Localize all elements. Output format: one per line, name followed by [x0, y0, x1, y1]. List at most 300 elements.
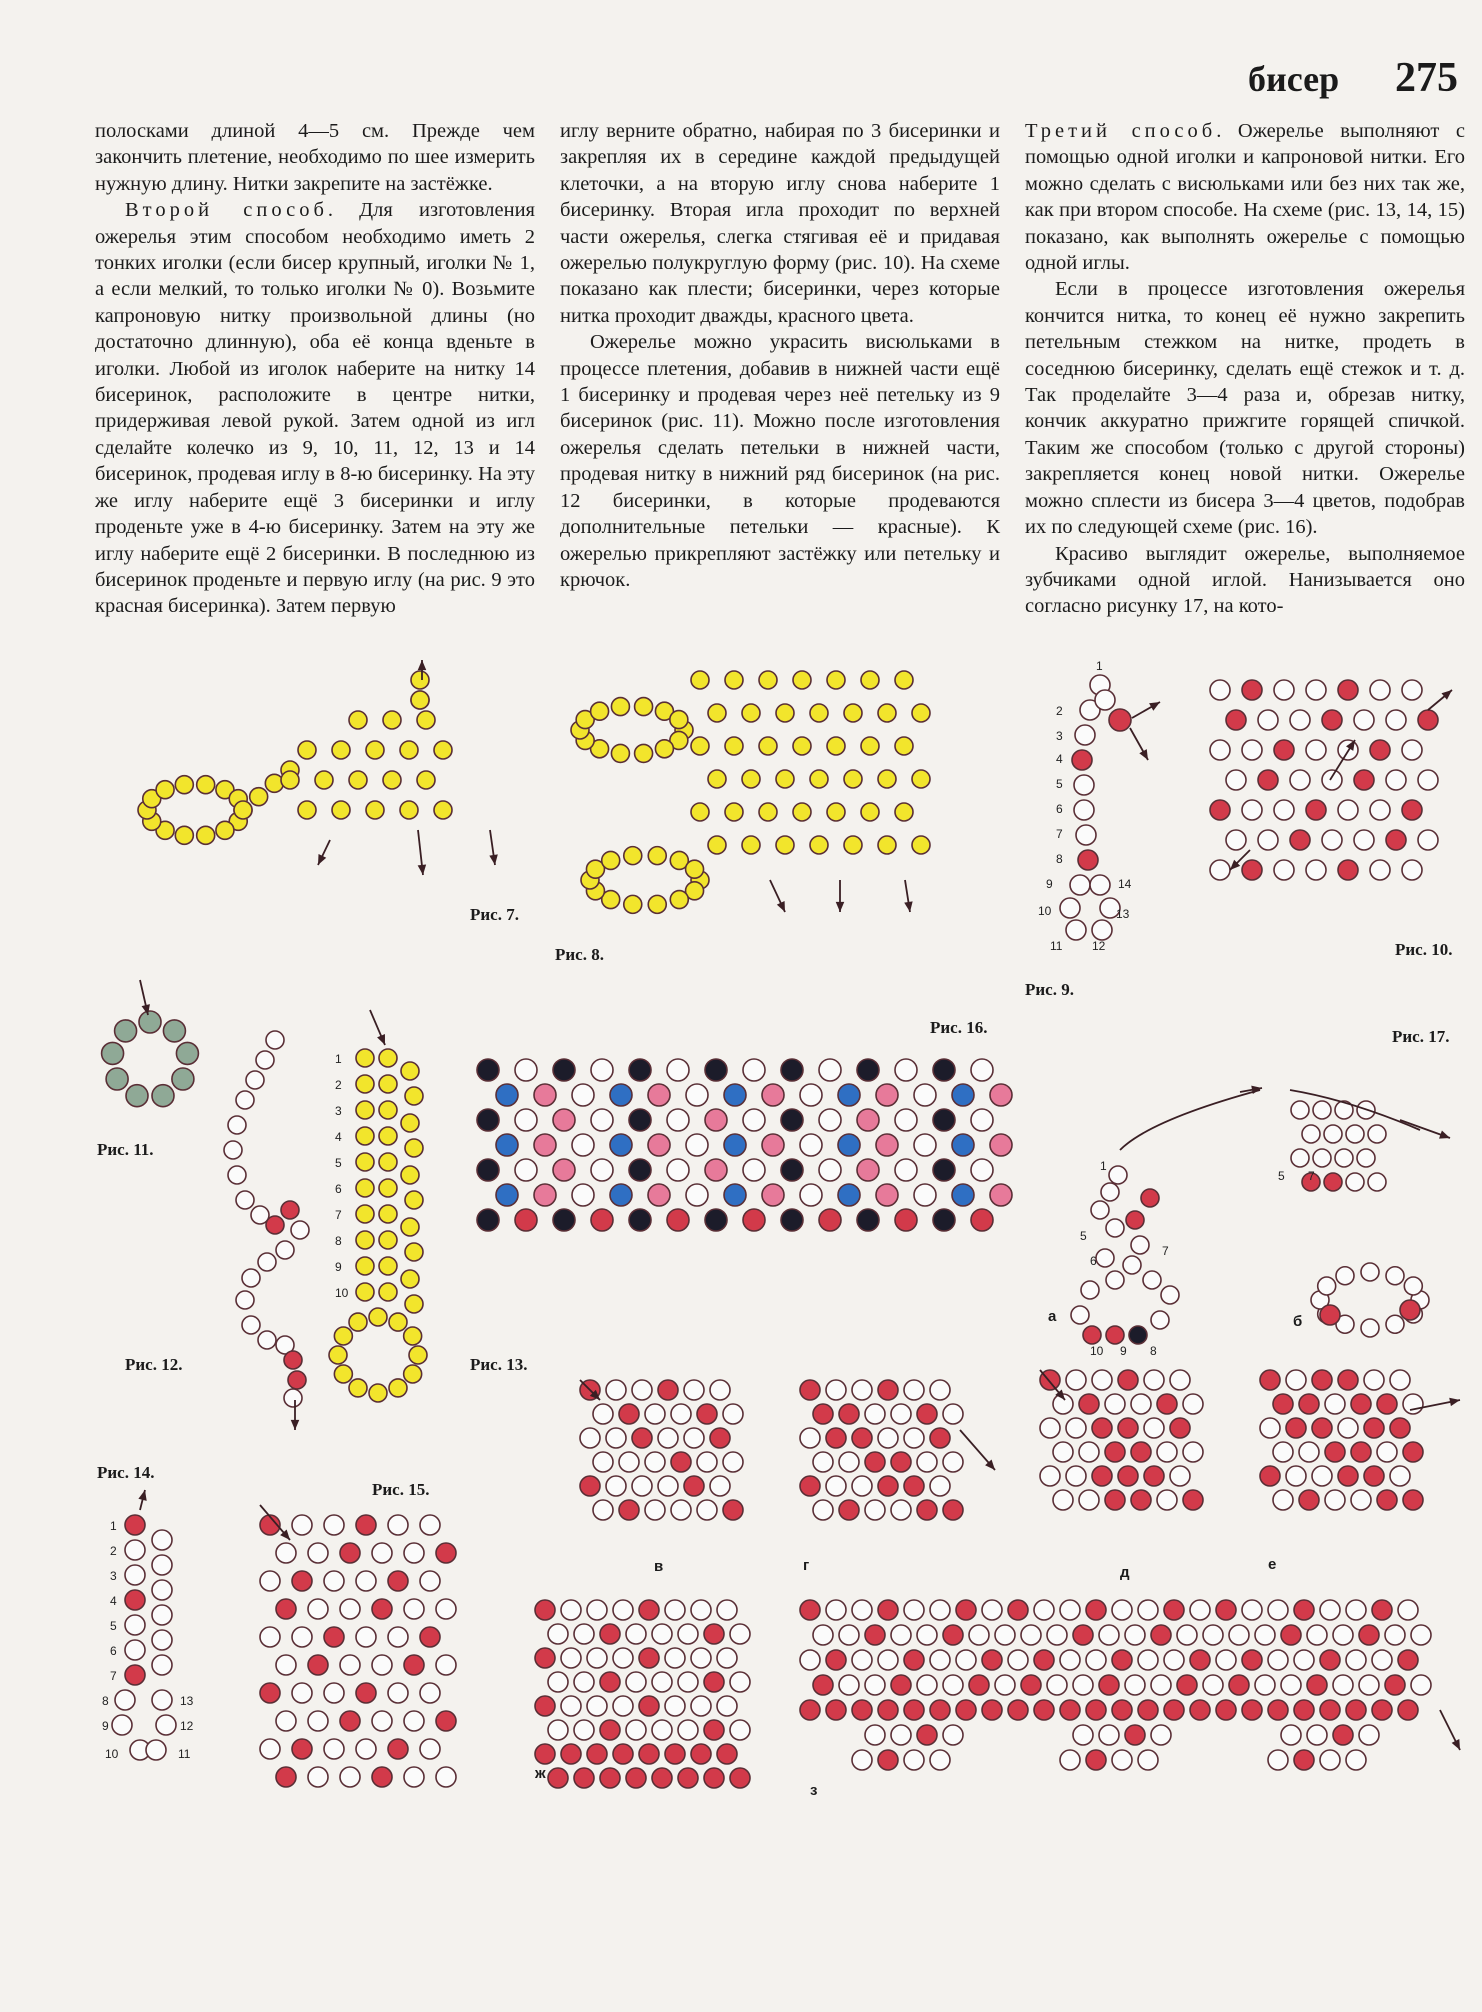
bead: [826, 1380, 846, 1400]
bead: [826, 1428, 846, 1448]
thread-arrow: [138, 1490, 146, 1510]
bead: [1226, 830, 1246, 850]
bead: [574, 1672, 594, 1692]
bead: [952, 1184, 974, 1206]
caption-fig15: Рис. 15.: [372, 1480, 430, 1499]
red-bead: [281, 1201, 299, 1219]
yellow-bead: [417, 771, 435, 789]
white-bead: [152, 1690, 172, 1710]
bead: [891, 1725, 911, 1745]
bead: [704, 1624, 724, 1644]
figure-7: [140, 660, 560, 890]
yellow-bead: [591, 702, 609, 720]
thread-arrow: [960, 1430, 995, 1470]
bead: [956, 1650, 976, 1670]
bead-number: 8: [1150, 1344, 1157, 1358]
yellow-bead: [379, 1075, 397, 1093]
bead: [878, 1700, 898, 1720]
bead-number: 10: [1090, 1344, 1104, 1358]
bead: [691, 1648, 711, 1668]
yellow-bead: [827, 671, 845, 689]
white-bead: [228, 1116, 246, 1134]
bead: [1294, 1750, 1314, 1770]
bead: [1370, 860, 1390, 880]
bead: [852, 1650, 872, 1670]
bead: [781, 1059, 803, 1081]
bead: [548, 1624, 568, 1644]
bead: [260, 1627, 280, 1647]
bead: [865, 1725, 885, 1745]
bead: [1290, 770, 1310, 790]
bead: [600, 1672, 620, 1692]
bead: [535, 1696, 555, 1716]
bead: [404, 1543, 424, 1563]
bead: [971, 1109, 993, 1131]
bead: [1361, 1263, 1379, 1281]
bead: [813, 1452, 833, 1472]
bead: [1404, 1277, 1422, 1295]
sublabel-g: г: [803, 1557, 810, 1574]
sublabel-z: з: [810, 1782, 818, 1799]
bead: [667, 1109, 689, 1131]
bead: [724, 1084, 746, 1106]
bead: [1066, 1370, 1086, 1390]
bead: [717, 1648, 737, 1668]
bead: [724, 1134, 746, 1156]
red-bead: [288, 1371, 306, 1389]
bead: [593, 1452, 613, 1472]
green-bead: [176, 1042, 198, 1064]
bead: [878, 1428, 898, 1448]
bead: [813, 1404, 833, 1424]
yellow-bead: [379, 1153, 397, 1171]
yellow-bead: [405, 1139, 423, 1157]
bead: [645, 1404, 665, 1424]
bead: [1273, 1394, 1293, 1414]
bead-number: 3: [110, 1569, 117, 1583]
yellow-bead: [725, 737, 743, 755]
bead: [619, 1500, 639, 1520]
bead: [404, 1711, 424, 1731]
red-bead: [1320, 1305, 1340, 1325]
bead: [606, 1428, 626, 1448]
bead: [420, 1683, 440, 1703]
bead: [548, 1672, 568, 1692]
yellow-bead: [389, 1379, 407, 1397]
bead: [639, 1648, 659, 1668]
green-bead: [106, 1068, 128, 1090]
bead: [686, 1084, 708, 1106]
bead: [665, 1744, 685, 1764]
bead: [1364, 1370, 1384, 1390]
bead: [553, 1209, 575, 1231]
bead: [404, 1599, 424, 1619]
bead: [1386, 710, 1406, 730]
bead: [819, 1159, 841, 1181]
yellow-bead: [401, 1114, 419, 1132]
yellow-bead: [379, 1049, 397, 1067]
bead: [1299, 1442, 1319, 1462]
yellow-bead: [691, 737, 709, 755]
bead: [904, 1380, 924, 1400]
paragraph: иглу верните обратно, набирая по 3 бисеринки и закрепляя их в середине каждой предыдущей клеточки, а на вторую иглу снова наберите 1 бисеринку. Вторая игла проходит по верхней части ожерелья, слегка стягивая её и придавая ожерелью полукруглую форму (рис. 10). На схеме показано как плести; бисеринки, через которые нитка проходит дважды, красного цвета.: [560, 120, 1000, 327]
bead: [1346, 1650, 1366, 1670]
yellow-bead: [349, 1379, 367, 1397]
yellow-bead: [912, 836, 930, 854]
bead: [781, 1109, 803, 1131]
bead: [762, 1084, 784, 1106]
yellow-bead: [648, 847, 666, 865]
yellow-bead: [400, 801, 418, 819]
bead: [930, 1476, 950, 1496]
yellow-bead: [878, 836, 896, 854]
bead: [743, 1209, 765, 1231]
bead: [553, 1159, 575, 1181]
bead: [420, 1571, 440, 1591]
bead: [1138, 1600, 1158, 1620]
red-bead: [1400, 1300, 1420, 1320]
bead-number: 1: [1100, 1159, 1107, 1173]
yellow-bead: [250, 788, 268, 806]
bead: [496, 1184, 518, 1206]
bead: [1190, 1700, 1210, 1720]
bead: [1290, 830, 1310, 850]
bead: [292, 1739, 312, 1759]
bead: [1203, 1675, 1223, 1695]
white-bead: [1095, 690, 1115, 710]
paragraph: Ожерелье можно украсить висюльками в процессе плетения, добавив в нижней части ещё 1 бисеринку и продевая через неё петельку из 9 бисеринок (рис. 11). Можно после изготовления ожерелья сделать петельки в нижней части, продевая нитку в нижний ряд бисеринок (на рис. 12 бисеринки, в которые продеваются дополнительные петельки — красные). К ожерелью прикрепляют застёжку или петельку и крючок.: [560, 331, 1000, 591]
bead: [632, 1428, 652, 1448]
bead: [914, 1134, 936, 1156]
bead: [852, 1700, 872, 1720]
bead: [878, 1380, 898, 1400]
bead: [388, 1571, 408, 1591]
bead: [548, 1768, 568, 1788]
bead: [515, 1159, 537, 1181]
bead: [1079, 1490, 1099, 1510]
caption-fig16: Рис. 16.: [930, 1018, 988, 1037]
paragraph: Красиво выглядит ожерелье, выполняемое зубчиками одной иглой. Нанизывается оно согласно рисунку 17, на кото-: [1025, 542, 1465, 618]
bead: [917, 1725, 937, 1745]
yellow-bead: [379, 1127, 397, 1145]
bead: [356, 1739, 376, 1759]
bead: [990, 1184, 1012, 1206]
thread-arrow: [489, 830, 497, 865]
bead: [956, 1600, 976, 1620]
yellow-bead: [379, 1257, 397, 1275]
bead: [1144, 1466, 1164, 1486]
bead: [553, 1059, 575, 1081]
bead: [1307, 1625, 1327, 1645]
bead: [852, 1750, 872, 1770]
bead: [665, 1696, 685, 1716]
yellow-bead: [602, 851, 620, 869]
bead: [1008, 1600, 1028, 1620]
yellow-bead: [708, 704, 726, 722]
bead: [717, 1744, 737, 1764]
bead-number: 2: [335, 1078, 342, 1092]
caption-fig17: Рис. 17.: [1392, 1027, 1450, 1046]
yellow-bead: [624, 895, 642, 913]
bead-number: 6: [110, 1644, 117, 1658]
bead: [1291, 1101, 1309, 1119]
yellow-bead: [356, 1283, 374, 1301]
bead: [1372, 1650, 1392, 1670]
bead: [372, 1543, 392, 1563]
bead: [704, 1720, 724, 1740]
bead: [852, 1428, 872, 1448]
bead: [1286, 1370, 1306, 1390]
bead-number: 6: [1090, 1254, 1097, 1268]
yellow-bead: [334, 1365, 352, 1383]
bead: [639, 1696, 659, 1716]
bead: [591, 1059, 613, 1081]
bead: [1083, 1326, 1101, 1344]
bead: [648, 1184, 670, 1206]
bead: [1086, 1700, 1106, 1720]
bead: [1242, 680, 1262, 700]
yellow-bead: [417, 711, 435, 729]
bead: [697, 1452, 717, 1472]
figure-17zh: [525, 1590, 755, 1820]
bead: [308, 1655, 328, 1675]
bead: [717, 1600, 737, 1620]
bead: [619, 1404, 639, 1424]
bead: [876, 1084, 898, 1106]
bead-number: 8: [102, 1694, 109, 1708]
bead: [561, 1744, 581, 1764]
bead: [572, 1134, 594, 1156]
bead: [1081, 1281, 1099, 1299]
bead: [990, 1084, 1012, 1106]
bead: [1312, 1466, 1332, 1486]
bead: [1281, 1675, 1301, 1695]
bead-number: 2: [1056, 704, 1063, 718]
bead: [697, 1404, 717, 1424]
bead-number: 4: [1056, 752, 1063, 766]
yellow-bead: [366, 801, 384, 819]
yellow-bead: [401, 1062, 419, 1080]
green-bead: [115, 1020, 137, 1042]
yellow-bead: [409, 1346, 427, 1364]
bead: [340, 1655, 360, 1675]
page-number: 275: [1395, 55, 1458, 101]
bead: [1306, 860, 1326, 880]
white-bead: [236, 1091, 254, 1109]
yellow-bead: [156, 781, 174, 799]
bead: [125, 1665, 145, 1685]
bead: [632, 1476, 652, 1496]
bead: [1096, 1249, 1114, 1267]
yellow-bead: [366, 741, 384, 759]
yellow-bead: [315, 771, 333, 789]
bead: [943, 1675, 963, 1695]
bead: [1183, 1394, 1203, 1414]
yellow-bead: [635, 698, 653, 716]
bead: [762, 1134, 784, 1156]
bead: [1258, 710, 1278, 730]
bead: [1112, 1750, 1132, 1770]
bead: [813, 1625, 833, 1645]
thread-arrow: [1440, 1710, 1460, 1750]
figure-16: [470, 1060, 1015, 1280]
bead: [930, 1700, 950, 1720]
bead: [1151, 1311, 1169, 1329]
bead-number: 8: [1056, 852, 1063, 866]
bead: [1151, 1675, 1171, 1695]
bead: [826, 1700, 846, 1720]
bead: [1131, 1236, 1149, 1254]
bead: [388, 1627, 408, 1647]
bead: [930, 1650, 950, 1670]
bead: [1086, 1750, 1106, 1770]
yellow-bead: [742, 770, 760, 788]
yellow-bead: [861, 737, 879, 755]
bead-number: 1: [1096, 659, 1103, 673]
bead: [1131, 1442, 1151, 1462]
bead: [1216, 1650, 1236, 1670]
bead: [1313, 1101, 1331, 1119]
bead: [1346, 1600, 1366, 1620]
yellow-bead: [298, 801, 316, 819]
bead: [388, 1683, 408, 1703]
bead: [1411, 1625, 1431, 1645]
bead: [971, 1159, 993, 1181]
bead: [1403, 1394, 1423, 1414]
bead: [1368, 1173, 1386, 1191]
figure-14: [100, 1500, 220, 1820]
yellow-bead: [793, 803, 811, 821]
bead: [852, 1380, 872, 1400]
bead: [1372, 1700, 1392, 1720]
yellow-bead: [356, 1101, 374, 1119]
bead: [1325, 1490, 1345, 1510]
bead: [865, 1404, 885, 1424]
bead: [800, 1380, 820, 1400]
bead: [1131, 1490, 1151, 1510]
bead: [876, 1184, 898, 1206]
bead: [1286, 1466, 1306, 1486]
bead: [626, 1768, 646, 1788]
sublabel-zh: ж: [535, 1765, 546, 1782]
caption-fig11: Рис. 11.: [97, 1140, 154, 1159]
bead: [1101, 1183, 1119, 1201]
bead: [580, 1428, 600, 1448]
bead: [1346, 1750, 1366, 1770]
green-bead: [102, 1042, 124, 1064]
bead: [1318, 1277, 1336, 1295]
bead: [705, 1209, 727, 1231]
thread-arrow: [770, 880, 785, 912]
bead: [1066, 1418, 1086, 1438]
yellow-bead: [356, 1179, 374, 1197]
bead: [1302, 1125, 1320, 1143]
bead: [593, 1404, 613, 1424]
bead: [730, 1768, 750, 1788]
yellow-bead: [686, 860, 704, 878]
bead-number: 5: [335, 1156, 342, 1170]
bead: [1053, 1442, 1073, 1462]
bead: [1324, 1173, 1342, 1191]
white-bead: [1060, 898, 1080, 918]
bead: [125, 1640, 145, 1660]
bead: [813, 1675, 833, 1695]
bead: [705, 1059, 727, 1081]
bead: [1377, 1442, 1397, 1462]
bead: [678, 1624, 698, 1644]
yellow-bead: [379, 1205, 397, 1223]
white-bead: [1090, 875, 1110, 895]
bead: [613, 1696, 633, 1716]
bead-number: 9: [1046, 877, 1053, 891]
bead: [1377, 1394, 1397, 1414]
bead: [878, 1600, 898, 1620]
bead: [826, 1650, 846, 1670]
bead: [477, 1159, 499, 1181]
thread-arrow: [1132, 702, 1160, 718]
bead: [1320, 1650, 1340, 1670]
yellow-bead: [776, 836, 794, 854]
bead: [723, 1500, 743, 1520]
yellow-bead: [691, 671, 709, 689]
bead-number: 10: [105, 1747, 119, 1761]
bead: [1322, 710, 1342, 730]
bead: [956, 1700, 976, 1720]
bead: [686, 1184, 708, 1206]
bead: [115, 1690, 135, 1710]
bead: [632, 1380, 652, 1400]
bead: [1273, 1442, 1293, 1462]
bead: [1338, 1418, 1358, 1438]
yellow-bead: [635, 744, 653, 762]
bead-number: 11: [1050, 939, 1063, 953]
bead: [1210, 680, 1230, 700]
bead: [1092, 1466, 1112, 1486]
red-bead: [1109, 709, 1131, 731]
white-bead: [152, 1630, 172, 1650]
bead: [1372, 1600, 1392, 1620]
bead: [1210, 800, 1230, 820]
bead: [1040, 1418, 1060, 1438]
yellow-bead: [197, 776, 215, 794]
bead: [600, 1768, 620, 1788]
white-bead: [242, 1269, 260, 1287]
bead: [372, 1655, 392, 1675]
bead: [1021, 1675, 1041, 1695]
bead: [813, 1500, 833, 1520]
bead: [1354, 830, 1374, 850]
bead: [1242, 1700, 1262, 1720]
bead: [1157, 1394, 1177, 1414]
thread-path: [1120, 1090, 1260, 1150]
bead: [852, 1476, 872, 1496]
yellow-bead: [434, 801, 452, 819]
bead: [1099, 1725, 1119, 1745]
bead-number: 13: [1116, 907, 1130, 921]
white-bead: [266, 1031, 284, 1049]
bead: [1390, 1370, 1410, 1390]
yellow-bead: [356, 1205, 374, 1223]
bead: [1144, 1418, 1164, 1438]
bead: [292, 1627, 312, 1647]
bead: [1255, 1675, 1275, 1695]
bead: [1112, 1600, 1132, 1620]
figure-17a: [1060, 1080, 1270, 1358]
figure-9: [1020, 660, 1170, 960]
bead: [1336, 1267, 1354, 1285]
bead: [1268, 1600, 1288, 1620]
yellow-bead: [895, 803, 913, 821]
